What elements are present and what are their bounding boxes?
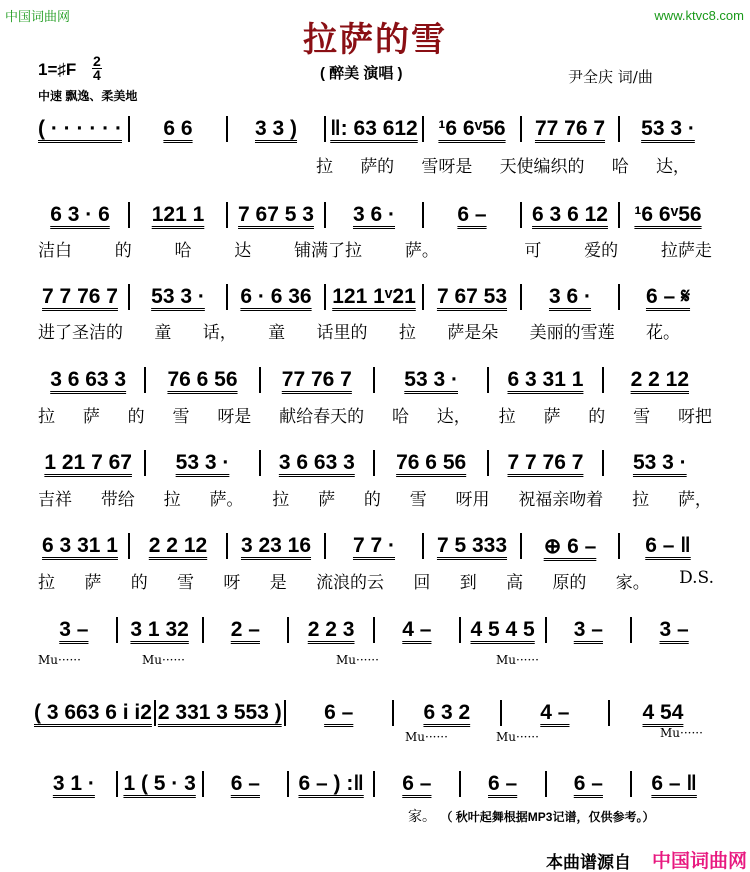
lyric-word: 高: [506, 573, 524, 593]
bar-line: [459, 771, 461, 797]
lyric-word: 献给春天的: [279, 407, 365, 427]
bar-line: [128, 116, 130, 142]
lyric-word: 祝福亲吻着: [518, 490, 604, 510]
bar-line: [324, 116, 326, 142]
bar-line: [630, 617, 632, 643]
author: 尹全庆 词/曲: [568, 68, 653, 86]
vocalise-text: Mu······: [496, 730, 539, 744]
transcription-note: （ 秋叶起舞根据MP3记谱，仅供参考。）: [440, 810, 655, 824]
bar-line: [392, 700, 394, 726]
measure: 3 1 32: [130, 618, 189, 641]
measure: 3 6 63 3: [50, 368, 127, 391]
measure: 7 67 5 3: [238, 203, 314, 226]
lyric-word: 可: [524, 241, 542, 261]
lyric-word: 拉: [398, 323, 416, 343]
song-title: 拉萨的雪: [303, 21, 447, 59]
lyric-word: 天使编织的: [499, 157, 585, 177]
bar-line: [487, 367, 489, 393]
bar-line: [459, 617, 461, 643]
bar-line: [259, 367, 261, 393]
lyric-word: 雪: [633, 407, 651, 427]
measure: 6 3 · 6: [50, 203, 110, 226]
measure: ( · · · · · ·: [38, 117, 122, 140]
measure: 3 23 16: [240, 534, 312, 557]
lyric-word: 雪: [177, 573, 195, 593]
lyric-word: 萨的: [360, 157, 395, 177]
lyric-word: 的: [588, 407, 606, 427]
lyric-word: D.S.: [679, 568, 714, 588]
lyric-word: 呀用: [455, 490, 490, 510]
measure: 3 3 ): [254, 117, 298, 140]
bar-line: [144, 450, 146, 476]
lyrics-line: [38, 485, 712, 510]
lyric-word: 萨。: [209, 490, 244, 510]
measure: ( 3 663 6 i i2: [34, 701, 152, 724]
bar-line: [520, 202, 522, 228]
measure: 7 7 ·: [352, 534, 396, 557]
bar-line: [520, 533, 522, 559]
lyric-word: 流浪的云: [316, 573, 385, 593]
lyric-word: 花。: [646, 323, 680, 343]
measure: 1 21 7 67: [44, 451, 132, 474]
bar-line: [545, 771, 547, 797]
lyric-word: 童: [154, 323, 172, 343]
lyric-word: 哈: [174, 241, 192, 261]
lyric-word: 吉祥: [38, 490, 72, 510]
lyric-word: 拉: [498, 407, 516, 427]
bar-line: [500, 700, 502, 726]
measure: 6 3 31 1: [42, 534, 118, 557]
measure: 6 – ‖: [651, 772, 697, 795]
measure: 4 –: [402, 618, 432, 641]
bar-line: [116, 771, 118, 797]
bar-line: [259, 450, 261, 476]
bar-line: [602, 367, 604, 393]
lyric-word: 萨: [82, 407, 100, 427]
measure: 2 331 3 553 ): [157, 701, 282, 724]
measure: 77 76 7: [281, 368, 352, 391]
bar-line: [128, 202, 130, 228]
bar-line: [154, 700, 156, 726]
staff-row: [34, 450, 714, 476]
bar-line: [226, 116, 228, 142]
measure: 6 – ) :‖: [298, 772, 364, 795]
key-signature: 1=♯F: [38, 60, 77, 79]
source-site[interactable]: 中国词曲网: [652, 851, 748, 872]
lyric-word: 话，: [202, 323, 237, 343]
bar-line: [630, 771, 632, 797]
time-bottom: 4: [93, 67, 101, 83]
lyric-word: 雪: [172, 407, 190, 427]
vocalise-text: Mu······: [660, 726, 703, 740]
bar-line: [287, 771, 289, 797]
bar-line: [202, 771, 204, 797]
time-signature: [92, 55, 102, 82]
lyric-word: 萨。: [404, 241, 439, 261]
lyric-word: 拉: [163, 490, 181, 510]
staff-row: [34, 533, 714, 559]
lyric-word: 萨，: [677, 490, 712, 510]
measure: 6 3 31 1: [507, 368, 584, 391]
lyric-word: 呀把: [677, 407, 712, 427]
lyric-word: 进了圣洁的: [38, 323, 123, 343]
measure: 76 6 56: [167, 368, 238, 391]
lyric-word: 雪呀是: [421, 157, 473, 177]
lyric-word: 家。: [615, 573, 650, 593]
measure: 2 2 12: [148, 534, 208, 557]
bar-line: [284, 700, 286, 726]
measure: ¹6 6ᵛ56: [438, 117, 506, 140]
lyrics-line: [38, 318, 680, 343]
lyric-word: 回: [413, 573, 431, 593]
bar-line: [324, 533, 326, 559]
measure: 6 · 6 36: [240, 285, 312, 308]
measure: ⊕ 6 –: [543, 534, 597, 558]
lyric-word: 的: [127, 407, 145, 427]
site-url[interactable]: www.ktvc8.com: [654, 8, 744, 23]
bar-line: [608, 700, 610, 726]
bar-line: [144, 367, 146, 393]
measure: 7 7 76 7: [42, 285, 118, 308]
time-top: 2: [93, 53, 101, 69]
staff-row: [34, 700, 714, 726]
lyric-word: 的: [114, 241, 132, 261]
bar-line: [116, 617, 118, 643]
measure: 6 –: [230, 772, 260, 795]
lyric-word: 原的: [552, 573, 587, 593]
measure: 6 – 𝄋: [645, 285, 691, 308]
measure: ‖: 63 612: [330, 117, 418, 140]
measure: 3 –: [573, 618, 603, 641]
lyrics-line: [38, 402, 712, 427]
measure: 6 3 6 12: [532, 203, 608, 226]
lyric-word: 的: [130, 573, 148, 593]
measure: 2 2 3: [307, 618, 355, 641]
measure: 121 1: [151, 203, 205, 226]
singer: ( 醉美 演唱 ): [320, 65, 403, 82]
bar-line: [520, 116, 522, 142]
measure: 53 3 ·: [175, 451, 230, 474]
measure: 53 3 ·: [404, 368, 458, 391]
source-label: 本曲谱源自: [546, 853, 631, 872]
vocalise-text: Mu······: [496, 653, 539, 667]
measure: 2 2 12: [630, 368, 689, 391]
measure: 6 3 2: [423, 701, 471, 724]
lyric-word: 美丽的雪莲: [529, 323, 615, 343]
lyric-word: 的: [363, 490, 381, 510]
measure: 3 1 ·: [52, 772, 95, 795]
measure: 6 –: [457, 203, 487, 226]
lyric-word: 达，: [655, 157, 690, 177]
measure: 2 –: [230, 618, 260, 641]
bar-line: [422, 202, 424, 228]
measure: 4 5 4 5: [470, 618, 535, 641]
vocalise-text: Mu······: [405, 730, 448, 744]
lyric-word: 拉: [272, 490, 290, 510]
staff-row: [34, 617, 714, 643]
lyric-word: 是: [269, 573, 287, 593]
measure: 6 –: [573, 772, 603, 795]
measure: 6 –: [488, 772, 518, 795]
bar-line: [324, 202, 326, 228]
staff-row: [34, 367, 714, 393]
lyrics-line: [38, 236, 712, 261]
bar-line: [618, 116, 620, 142]
bar-line: [373, 367, 375, 393]
lyric-word: 爱的: [584, 241, 619, 261]
measure: 4 –: [540, 701, 570, 724]
measure: 6 –: [402, 772, 432, 795]
measure: 53 3 ·: [632, 451, 687, 474]
site-logo-text: 中国词曲网: [5, 9, 71, 24]
lyric-word: 拉: [38, 407, 55, 427]
measure: 3 –: [659, 618, 689, 641]
lyric-word: 达: [234, 241, 252, 261]
lyric-word: 萨: [84, 573, 102, 593]
bar-line: [422, 284, 424, 310]
lyric-word: 萨: [543, 407, 561, 427]
lyric-word: 拉萨走: [660, 241, 712, 261]
measure: 121 1ᵛ21: [332, 285, 416, 308]
staff-row: [34, 116, 714, 142]
lyric-word: 哈: [611, 157, 629, 177]
bar-line: [373, 771, 375, 797]
lyric-word: 洁白: [38, 241, 72, 261]
lyrics-line: [38, 568, 714, 593]
staff-row: [34, 284, 714, 310]
lyric-word: 萨: [318, 490, 336, 510]
lyrics-line: [316, 152, 690, 177]
bar-line: [373, 450, 375, 476]
measure: 7 67 53: [436, 285, 508, 308]
bar-line: [226, 284, 228, 310]
lyric-word: 拉: [632, 490, 650, 510]
lyric-word: 哈: [391, 407, 409, 427]
measure: 1 ( 5 · 3: [123, 772, 196, 795]
measure: 6 –: [324, 701, 354, 724]
measure: 76 6 56: [396, 451, 467, 474]
measure: 7 7 76 7: [507, 451, 584, 474]
measure: 53 3 ·: [641, 117, 695, 140]
bar-line: [324, 284, 326, 310]
measure: 3 6 ·: [352, 203, 396, 226]
lyric-word: 拉: [316, 157, 333, 177]
measure: 4 54: [642, 701, 684, 724]
bar-line: [422, 533, 424, 559]
lyric-word: 铺满了拉: [294, 241, 363, 261]
vocalise-text: Mu······: [38, 653, 81, 667]
measure: 3 –: [59, 618, 89, 641]
bar-line: [487, 450, 489, 476]
lyric-word: 到: [459, 573, 477, 593]
bar-line: [373, 617, 375, 643]
bar-line: [520, 284, 522, 310]
bar-line: [602, 450, 604, 476]
bar-line: [128, 533, 130, 559]
bar-line: [226, 202, 228, 228]
lyric-word: 话里的: [316, 323, 368, 343]
lyric-word: 呀: [223, 573, 241, 593]
lyric-word: 雪: [409, 490, 427, 510]
vocalise-text: Mu······: [336, 653, 379, 667]
measure: 6 – ‖: [645, 534, 691, 557]
bar-line: [287, 617, 289, 643]
bar-line: [226, 533, 228, 559]
lyric-word: 童: [268, 323, 286, 343]
vocalise-text: Mu······: [142, 653, 185, 667]
bar-line: [422, 116, 424, 142]
bar-line: [618, 284, 620, 310]
final-lyric-and-note: [408, 806, 654, 826]
staff-row: [34, 771, 714, 797]
lyric-word: 拉: [38, 573, 55, 593]
measure: 6 6: [163, 117, 193, 140]
measure: ¹6 6ᵛ56: [634, 203, 702, 226]
lyric-word: 达，: [436, 407, 471, 427]
bar-line: [618, 533, 620, 559]
measure: 3 6 63 3: [278, 451, 355, 474]
tempo-marking: 中速 飘逸、柔美地: [38, 89, 138, 103]
lyric-word: 萨是朵: [447, 323, 499, 343]
bar-line: [618, 202, 620, 228]
bar-line: [202, 617, 204, 643]
measure: 7 5 333: [436, 534, 508, 557]
measure: 53 3 ·: [151, 285, 205, 308]
measure: 3 6 ·: [548, 285, 592, 308]
staff-row: [34, 202, 714, 228]
measure: 77 76 7: [534, 117, 606, 140]
final-lyric: 家。: [408, 809, 436, 825]
lyric-word: 带给: [100, 490, 135, 510]
bar-line: [545, 617, 547, 643]
bar-line: [128, 284, 130, 310]
lyric-word: 呀是: [217, 407, 252, 427]
